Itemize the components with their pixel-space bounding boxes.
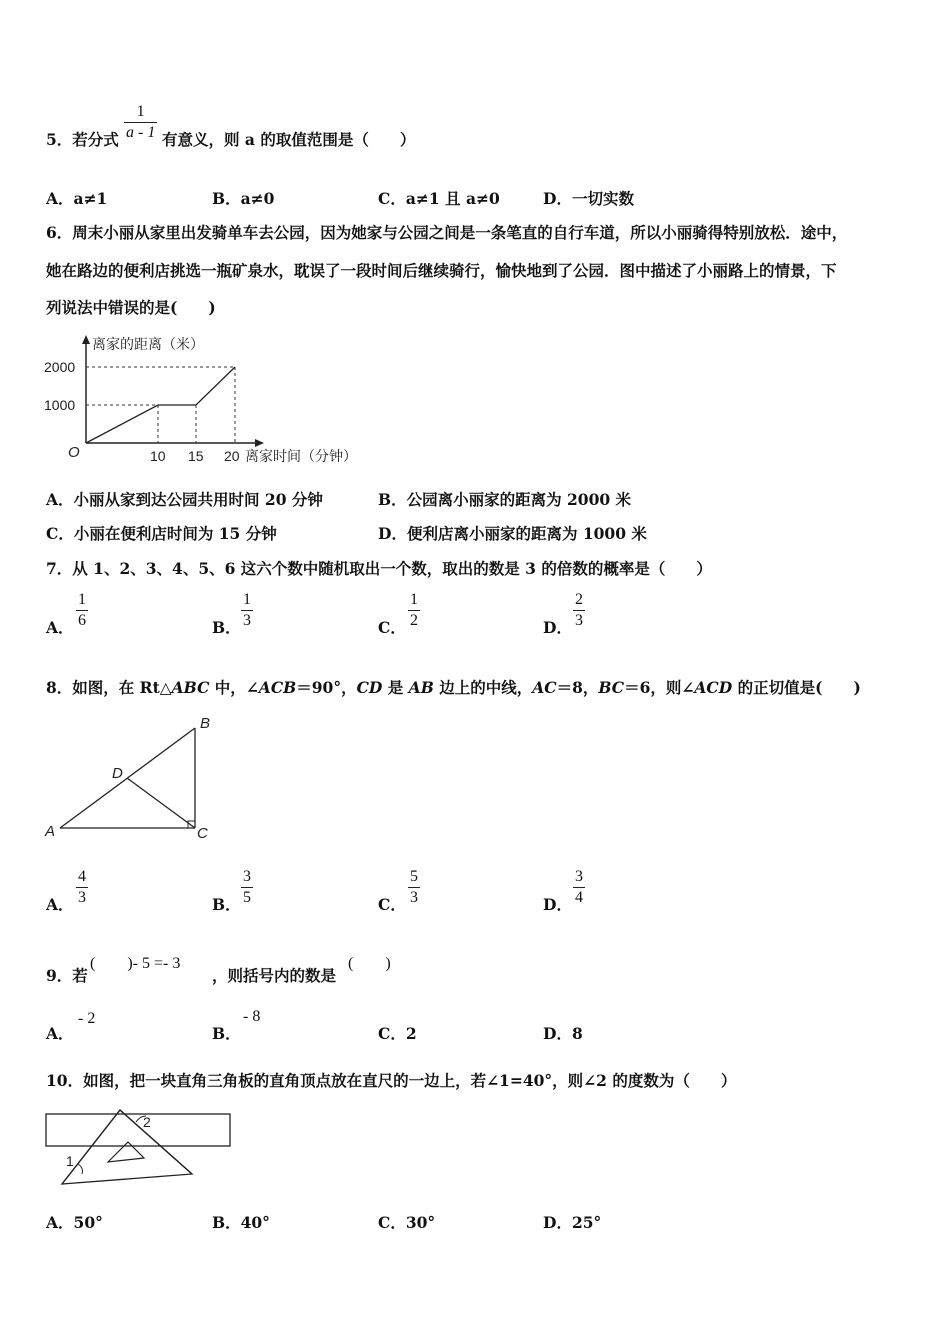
q8-option-d-label: D． [543, 895, 572, 914]
q6-option-a-label: A． [46, 490, 74, 509]
q8-stem-part-g: 是 [382, 678, 409, 697]
q8-option-a-label: A． [46, 895, 74, 914]
q6-y-tick-1000: 1000 [44, 397, 76, 413]
q7-option-a-denominator: 6 [78, 612, 86, 629]
q8-stem-part-o: 的正切值是( ) [732, 678, 861, 697]
q8-option-c-label: C． [378, 895, 406, 914]
q8-option-c-fraction [408, 869, 420, 906]
q10-angle-2-label: 2 [143, 1114, 151, 1130]
q8-option-d-numerator: 3 [575, 868, 583, 885]
q6-stem-line-3: 列说法中错误的是( ) [46, 298, 216, 317]
q6-origin-label: O [68, 444, 80, 461]
q8-option-b-denominator: 5 [243, 889, 251, 906]
q5-option-b-text: a≠0 [240, 189, 275, 208]
q6-x-tick-10: 10 [150, 448, 166, 464]
q8-vertex-c-label: C [197, 825, 208, 842]
q6-x-axis-label: 离家时间（分钟） [245, 448, 357, 464]
q9-option-d [543, 1022, 583, 1044]
q8-stem [46, 676, 861, 698]
q8-vertex-a-label: A [45, 823, 56, 840]
q7-option-d-denominator: 3 [575, 612, 583, 629]
q10-option-a-text: 50° [73, 1213, 103, 1232]
q8-stem-part-i: 边上的中线， [433, 678, 533, 697]
q10-option-c-text: 30° [405, 1213, 436, 1232]
q6-x-tick-15: 15 [188, 448, 204, 464]
q5-option-d [543, 187, 634, 209]
q7-option-b-fraction [241, 592, 253, 629]
q5-option-b-label: B． [212, 189, 241, 208]
q7-option-d-numerator: 2 [575, 591, 583, 608]
q6-option-b-label: B． [378, 490, 407, 509]
q9-option-c [378, 1022, 417, 1044]
q6-option-c-text: 小丽在便利店时间为 15 分钟 [73, 524, 277, 543]
q7-option-a-fraction [76, 592, 88, 629]
q7-option-a-numerator: 1 [78, 591, 86, 608]
q8-vertex-b-label: B [200, 715, 211, 732]
q7-option-a-label: A． [46, 618, 74, 637]
q8-stem-part-e: ＝90°， [296, 678, 357, 697]
q10-option-d-label: D． [543, 1213, 572, 1232]
q7-option-b-label: B． [212, 618, 241, 637]
q5-option-c-text: a≠1 且 a≠0 [405, 189, 500, 208]
q10-option-d-text: 25° [571, 1213, 602, 1232]
q9-option-c-label: C． [378, 1024, 406, 1043]
q8-median-cd [127, 778, 195, 828]
q6-option-a-text: 小丽从家到达公园共用时间 20 分钟 [73, 490, 323, 509]
q5-option-d-text: 一切实数 [571, 189, 634, 208]
q8-option-c-denominator: 3 [410, 889, 418, 906]
q10-option-d [543, 1211, 601, 1233]
q9-answer-paren: ( ) [348, 955, 391, 972]
q6-stem-line-1: 6．周末小丽从家里出发骑单车去公园，因为她家与公园之间是一条笔直的自行车道，所以小丽骑得特别放松．途中， [46, 223, 848, 242]
q8-point-d-label: D [112, 765, 123, 782]
q6-option-d-text: 便利店离小丽家的距离为 1000 米 [406, 524, 647, 543]
q6-option-c-label: C． [46, 524, 74, 543]
q8-option-b-fraction [241, 869, 253, 906]
q6-option-b [378, 488, 631, 510]
q10-angle-1-label: 1 [66, 1153, 74, 1169]
q8-option-c-numerator: 5 [410, 868, 418, 885]
q9-stem-pre: 9．若 [46, 966, 88, 985]
q6-y-tick-2000: 2000 [44, 359, 76, 375]
q5-fraction-denominator: a - 1 [126, 124, 156, 141]
q7-stem: 7．从 1、2、3、4、5、6 这六个数中随机取出一个数，取出的数是 3 的倍数的概率是（ ） [46, 559, 712, 578]
q8-stem-part-j: AC [532, 678, 557, 697]
q7-option-c-fraction [408, 592, 420, 629]
q5-fraction-numerator: 1 [136, 103, 145, 120]
q6-stem-line-2: 她在路边的便利店挑选一瓶矿泉水，耽误了一段时间后继续骑行，愉快地到了公园．图中描述了小丽路上的情景，下 [46, 261, 837, 280]
q10-stem: 10．如图，把一块直角三角板的直角顶点放在直尺的一边上，若∠1=40°，则∠2 的度数为（ ） [46, 1071, 737, 1090]
q6-y-axis-arrow [82, 335, 90, 344]
q7-option-c-denominator: 2 [410, 612, 418, 629]
q9-option-c-text: 2 [405, 1024, 417, 1043]
q6-x-axis-arrow [255, 439, 264, 447]
q8-stem-part-c: 中， [209, 678, 246, 697]
q6-distance-time-graph [40, 330, 390, 470]
q10-ruler-triangle-figure [40, 1102, 240, 1192]
q8-stem-part-m: ＝6，则 [624, 678, 682, 697]
q10-option-a [46, 1211, 103, 1233]
q5-option-d-label: D． [543, 189, 572, 208]
q8-option-b-numerator: 3 [243, 868, 251, 885]
q8-stem-part-d: ∠ACB [245, 678, 297, 697]
q8-option-b-label: B． [212, 895, 241, 914]
q5-option-b [212, 187, 274, 209]
q5-fraction [124, 104, 157, 141]
q9-equation: ( )- 5 =- 3 [90, 955, 181, 972]
q8-stem-part-f: CD [356, 678, 383, 697]
q7-option-c-label: C． [378, 618, 406, 637]
q5-stem-pre: 5．若分式 [46, 130, 119, 149]
q8-stem-part-n: ∠ACD [681, 678, 733, 697]
q6-option-d [378, 522, 647, 544]
q9-option-b-text: - 8 [243, 1008, 261, 1025]
q8-option-d-denominator: 4 [575, 889, 583, 906]
q6-y-axis-label: 离家的距离（米） [92, 336, 204, 352]
q10-option-b-label: B． [212, 1213, 241, 1232]
q10-option-b-text: 40° [240, 1213, 270, 1232]
q9-option-a-text: - 2 [78, 1010, 96, 1027]
q9-option-b-label: B． [212, 1024, 241, 1043]
q9-stem-post: ，则括号内的数是 [212, 966, 337, 985]
q8-stem-part-h: AB [408, 678, 434, 697]
q9-option-a-label: A． [46, 1024, 74, 1043]
q8-stem-part-k: ＝8， [556, 678, 599, 697]
q10-option-a-label: A． [46, 1213, 74, 1232]
q5-option-a-label: A． [46, 189, 74, 208]
q5-option-c-label: C． [378, 189, 406, 208]
q10-option-b [212, 1211, 270, 1233]
q7-option-c-numerator: 1 [410, 591, 418, 608]
q10-set-square-outer [62, 1110, 192, 1184]
q8-option-d-fraction [573, 869, 585, 906]
q7-option-b-numerator: 1 [243, 591, 251, 608]
q5-option-a-text: a≠1 [73, 189, 108, 208]
q10-option-c-label: C． [378, 1213, 406, 1232]
q8-option-a-numerator: 4 [78, 868, 86, 885]
q7-option-b-denominator: 3 [243, 612, 251, 629]
q6-option-a [46, 488, 323, 510]
q9-option-d-text: 8 [571, 1024, 583, 1043]
q8-option-a-fraction [76, 869, 88, 906]
q6-x-tick-20: 20 [224, 448, 240, 464]
q6-option-c [46, 522, 277, 544]
q5-stem-post: 有意义，则 a 的取值范围是（ ） [162, 130, 416, 149]
q5-option-a [46, 187, 107, 209]
q10-option-c [378, 1211, 435, 1233]
q9-option-d-label: D． [543, 1024, 572, 1043]
q7-option-d-label: D． [543, 618, 572, 637]
q6-option-b-text: 公园离小丽家的距离为 2000 米 [406, 490, 632, 509]
q8-stem-part-l: BC [598, 678, 625, 697]
q8-stem-part-a: 8．如图，在 Rt [46, 678, 160, 697]
q6-distance-line [86, 367, 235, 443]
q8-option-a-denominator: 3 [78, 889, 86, 906]
q7-option-d-fraction [573, 592, 585, 629]
q8-stem-part-b: △ABC [159, 678, 210, 697]
q6-option-d-label: D． [378, 524, 407, 543]
q8-triangle-figure [40, 708, 230, 848]
q5-option-c [378, 187, 500, 209]
